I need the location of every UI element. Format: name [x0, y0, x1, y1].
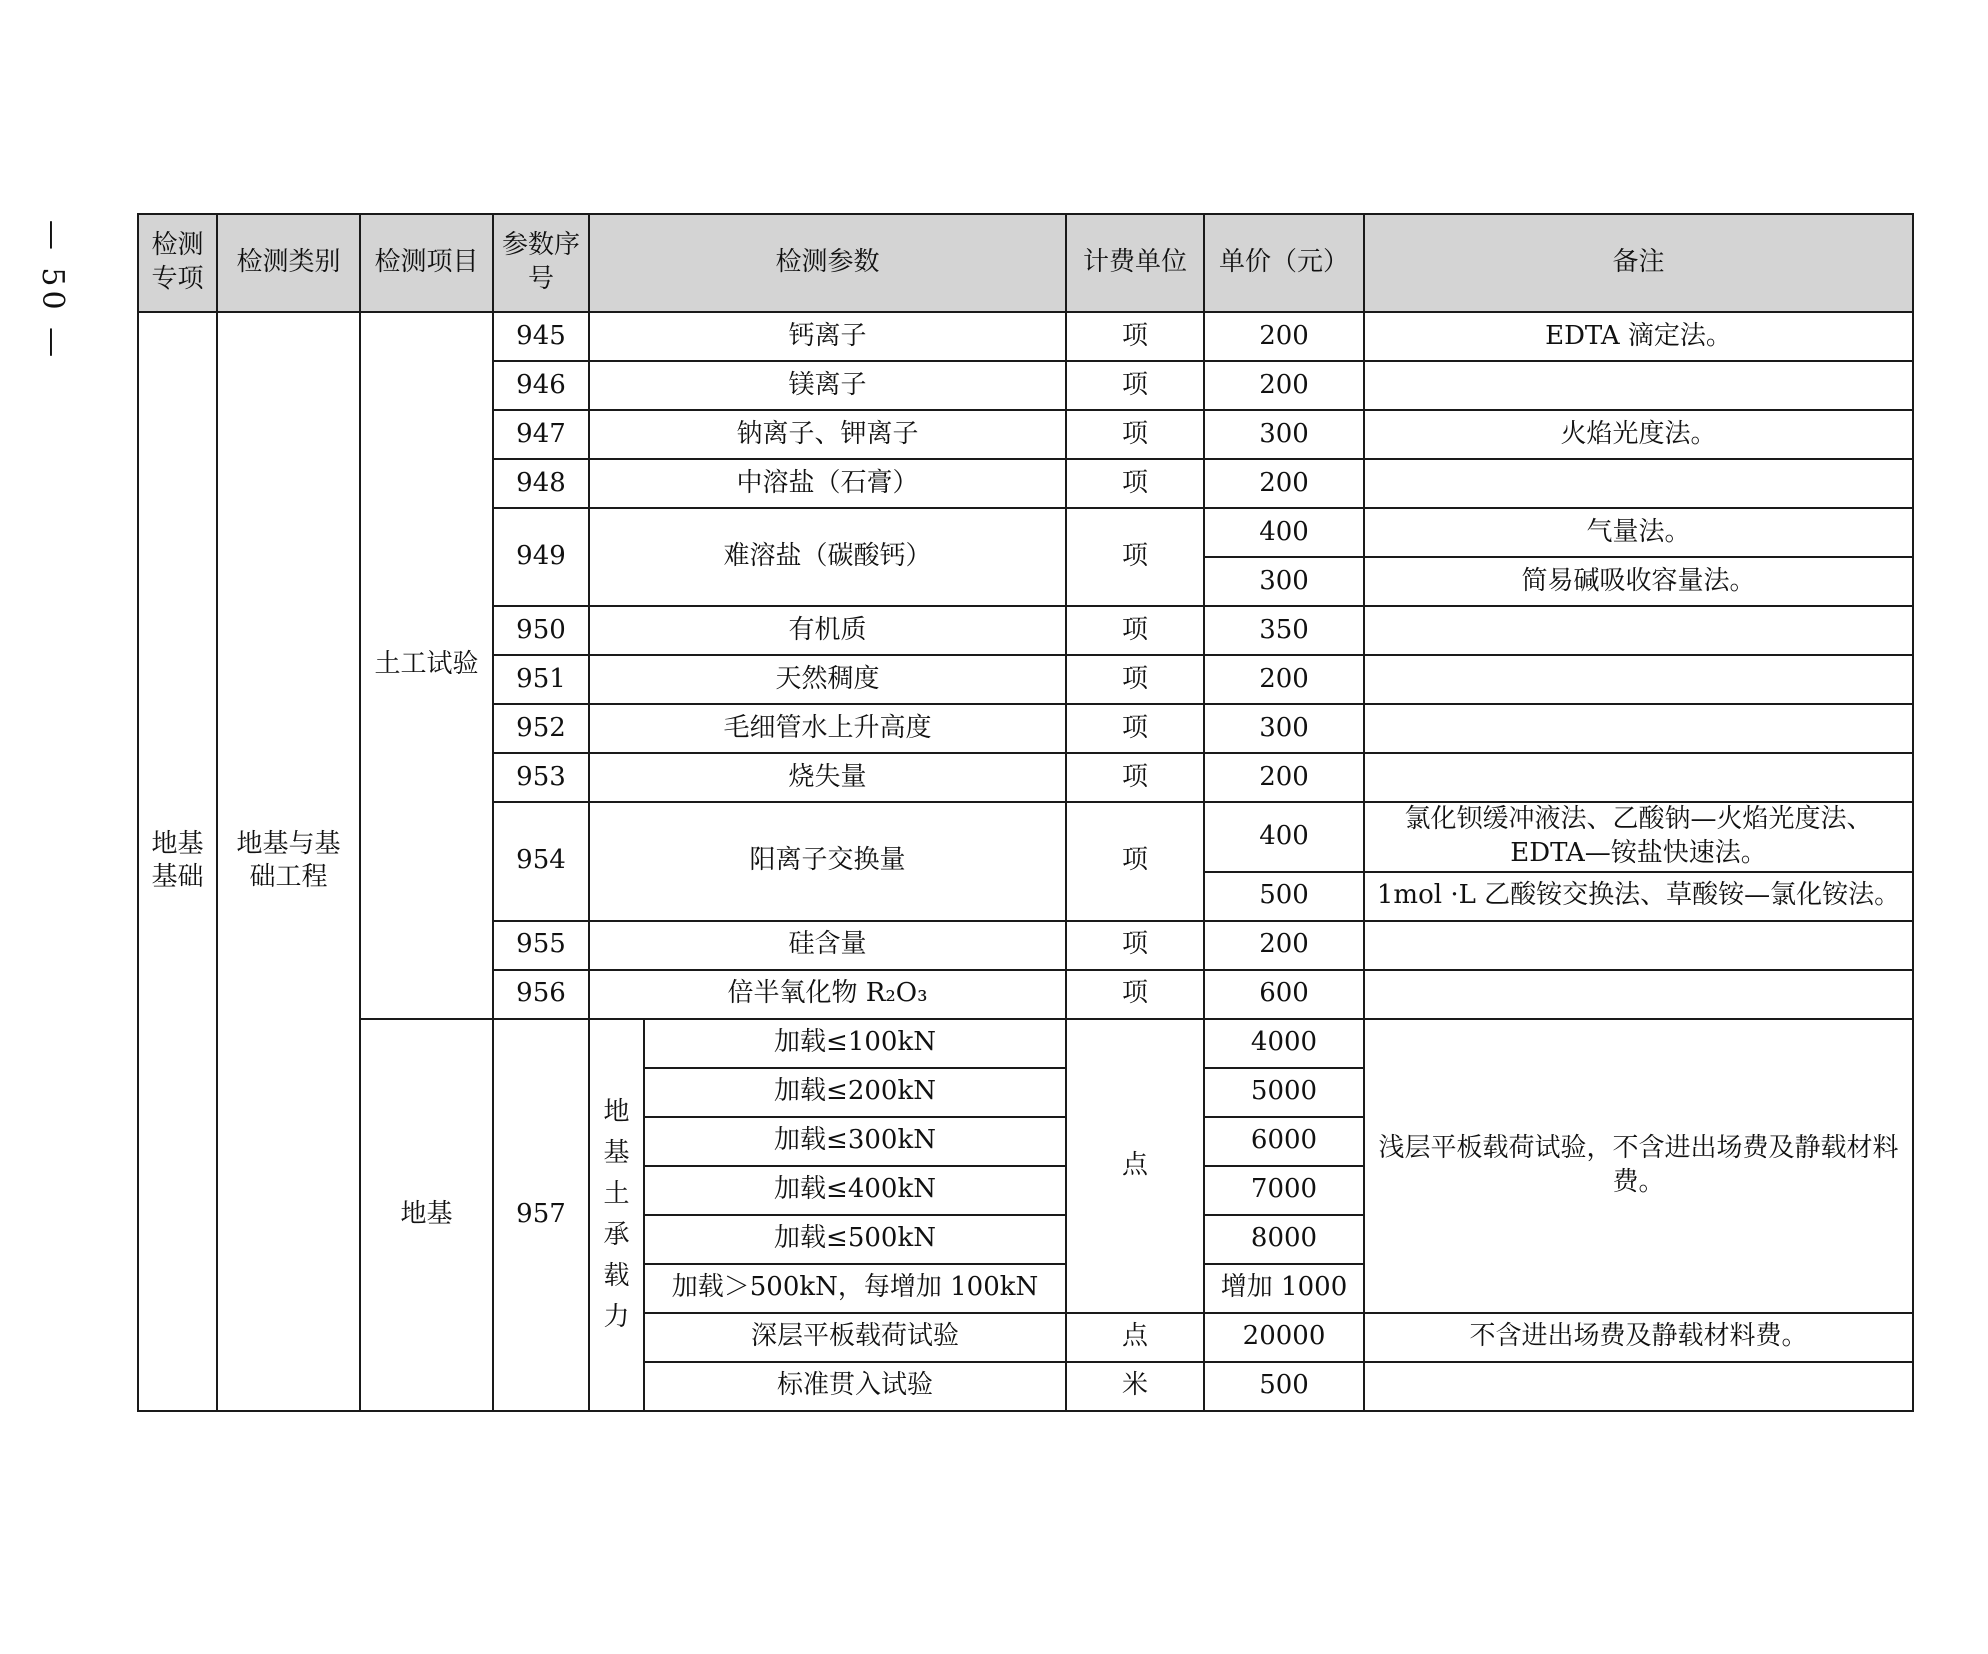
remark-cell: 1mol ·L 乙酸铵交换法、草酸铵—氯化铵法。: [1364, 872, 1913, 921]
unit-cell: 项: [1066, 312, 1204, 361]
unit-cell: 项: [1066, 655, 1204, 704]
unit-cell: 点: [1066, 1019, 1204, 1313]
remark-cell: [1364, 921, 1913, 970]
header-special: 检测专项: [138, 214, 217, 312]
seq-cell: 953: [493, 753, 589, 802]
param-cell: 加载＞500kN，每增加 100kN: [644, 1264, 1066, 1313]
price-cell: 200: [1204, 312, 1364, 361]
price-cell: 4000: [1204, 1019, 1364, 1068]
param-cell: 中溶盐（石膏）: [589, 459, 1066, 508]
seq-cell: 957: [493, 1019, 589, 1411]
param-cell: 加载≤300kN: [644, 1117, 1066, 1166]
param-cell: 镁离子: [589, 361, 1066, 410]
price-cell: 400: [1204, 508, 1364, 557]
price-cell: 8000: [1204, 1215, 1364, 1264]
bearing-group-cell: [589, 1019, 644, 1411]
price-cell: 300: [1204, 557, 1364, 606]
remark-cell: 简易碱吸收容量法。: [1364, 557, 1913, 606]
seq-cell: 955: [493, 921, 589, 970]
header-unit: 计费单位: [1066, 214, 1204, 312]
price-cell: 300: [1204, 410, 1364, 459]
special-cell: 地基基础: [138, 312, 217, 1411]
price-cell: 600: [1204, 970, 1364, 1019]
param-cell: 加载≤500kN: [644, 1215, 1066, 1264]
header-param: 检测参数: [589, 214, 1066, 312]
price-cell: 200: [1204, 459, 1364, 508]
item-cell-soil: 土工试验: [360, 312, 493, 1019]
price-cell: 500: [1204, 872, 1364, 921]
seq-cell: 956: [493, 970, 589, 1019]
seq-cell: 950: [493, 606, 589, 655]
param-cell: 钙离子: [589, 312, 1066, 361]
remark-cell: [1364, 606, 1913, 655]
remark-cell: 气量法。: [1364, 508, 1913, 557]
seq-cell: 954: [493, 802, 589, 921]
price-cell: 7000: [1204, 1166, 1364, 1215]
param-cell: 有机质: [589, 606, 1066, 655]
param-cell: 钠离子、钾离子: [589, 410, 1066, 459]
price-cell: 200: [1204, 921, 1364, 970]
price-cell: 300: [1204, 704, 1364, 753]
price-cell: 350: [1204, 606, 1364, 655]
price-cell: 200: [1204, 655, 1364, 704]
header-remark: 备注: [1364, 214, 1913, 312]
price-cell: 增加 1000: [1204, 1264, 1364, 1313]
price-cell: 20000: [1204, 1313, 1364, 1362]
unit-cell: 项: [1066, 508, 1204, 606]
unit-cell: 项: [1066, 921, 1204, 970]
unit-cell: 项: [1066, 410, 1204, 459]
remark-cell: 氯化钡缓冲液法、乙酸钠—火焰光度法、EDTA—铵盐快速法。: [1364, 802, 1913, 872]
unit-cell: 项: [1066, 753, 1204, 802]
remark-cell: 浅层平板载荷试验，不含进出场费及静载材料费。: [1364, 1019, 1913, 1313]
price-cell: 200: [1204, 361, 1364, 410]
seq-cell: 952: [493, 704, 589, 753]
unit-cell: 项: [1066, 802, 1204, 921]
param-cell: 加载≤200kN: [644, 1068, 1066, 1117]
remark-cell: [1364, 655, 1913, 704]
remark-cell: 火焰光度法。: [1364, 410, 1913, 459]
unit-cell: 米: [1066, 1362, 1204, 1411]
category-cell: 地基与基础工程: [217, 312, 360, 1411]
header-row: [138, 214, 1913, 312]
unit-cell: 项: [1066, 459, 1204, 508]
unit-cell: 项: [1066, 704, 1204, 753]
param-cell: 加载≤400kN: [644, 1166, 1066, 1215]
header-seq: 参数序号: [493, 214, 589, 312]
remark-cell: [1364, 753, 1913, 802]
table-row: [138, 312, 1913, 361]
price-cell: 6000: [1204, 1117, 1364, 1166]
price-cell: 200: [1204, 753, 1364, 802]
param-cell: 烧失量: [589, 753, 1066, 802]
seq-cell: 949: [493, 508, 589, 606]
seq-cell: 951: [493, 655, 589, 704]
seq-cell: 948: [493, 459, 589, 508]
page-number: — 50 —: [35, 219, 71, 361]
unit-cell: 点: [1066, 1313, 1204, 1362]
param-cell: 加载≤100kN: [644, 1019, 1066, 1068]
param-cell: 硅含量: [589, 921, 1066, 970]
unit-cell: 项: [1066, 606, 1204, 655]
seq-cell: 947: [493, 410, 589, 459]
price-cell: 500: [1204, 1362, 1364, 1411]
remark-cell: [1364, 704, 1913, 753]
table-row: [138, 1019, 1913, 1068]
remark-cell: EDTA 滴定法。: [1364, 312, 1913, 361]
unit-cell: 项: [1066, 970, 1204, 1019]
param-cell: 标准贯入试验: [644, 1362, 1066, 1411]
param-cell: 难溶盐（碳酸钙）: [589, 508, 1066, 606]
fee-table: [137, 213, 1914, 1412]
remark-cell: [1364, 970, 1913, 1019]
price-cell: 5000: [1204, 1068, 1364, 1117]
remark-cell: 不含进出场费及静载材料费。: [1364, 1313, 1913, 1362]
param-cell: 深层平板载荷试验: [644, 1313, 1066, 1362]
unit-cell: 项: [1066, 361, 1204, 410]
param-cell: 阳离子交换量: [589, 802, 1066, 921]
item-cell-foundation: 地基: [360, 1019, 493, 1411]
param-cell: 倍半氧化物 R₂O₃: [589, 970, 1066, 1019]
seq-cell: 945: [493, 312, 589, 361]
price-cell: 400: [1204, 802, 1364, 872]
remark-cell: [1364, 1362, 1913, 1411]
param-cell: 毛细管水上升高度: [589, 704, 1066, 753]
header-item: 检测项目: [360, 214, 493, 312]
header-category: 检测类别: [217, 214, 360, 312]
remark-cell: [1364, 459, 1913, 508]
remark-cell: [1364, 361, 1913, 410]
bearing-group-label: 地基土承载力: [603, 1096, 630, 1332]
seq-cell: 946: [493, 361, 589, 410]
param-cell: 天然稠度: [589, 655, 1066, 704]
header-price: 单价（元）: [1204, 214, 1364, 312]
